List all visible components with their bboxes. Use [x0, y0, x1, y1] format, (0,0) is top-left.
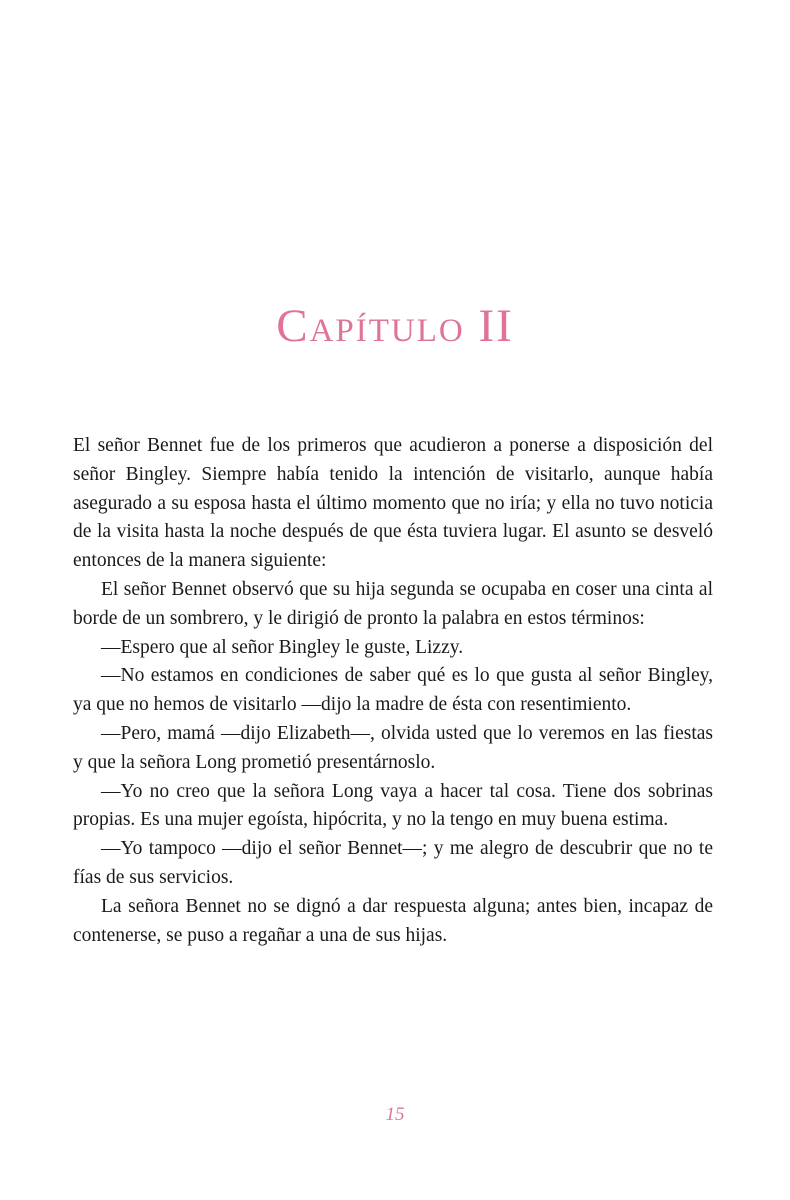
chapter-title: Capítulo II — [276, 300, 514, 352]
paragraph: El señor Bennet observó que su hija segunda se ocupaba en coser una cinta al borde de un sombrero, y le dirigió de pronto la palabra en estos términos: — [73, 578, 713, 629]
paragraph: —Espero que al señor Bingley le guste, Lizzy. — [101, 636, 464, 658]
paragraph: —Yo no creo que la señora Long vaya a hacer tal cosa. Tiene dos sobrinas propias. Es una mujer egoísta, hipócrita, y no la tengo en muy buena estima. — [73, 780, 713, 831]
chapter-body — [73, 432, 713, 950]
paragraph: —Yo tampoco —dijo el señor Bennet—; y me alegro de descubrir que no te fías de sus servicios. — [73, 838, 713, 888]
page-number: 15 — [385, 1104, 405, 1125]
paragraph: —Pero, mamá —dijo Elizabeth—, olvida usted que lo veremos en las fiestas y que la señora Long prometió presentárnoslo. — [73, 722, 713, 773]
paragraph: El señor Bennet fue de los primeros que acudieron a ponerse a disposición del señor Bingley. Siempre había tenido la intención de visitarlo, aunque había asegurado a su esposa hasta el último momento que no iría; y ella no tuvo noticia de la visita hasta la noche después de que ésta tuviera lugar. El asunto se desveló entonces de la manera siguiente: — [73, 435, 713, 572]
paragraph: La señora Bennet no se dignó a dar respuesta alguna; antes bien, incapaz de contenerse, se puso a regañar a una de sus hijas. — [73, 895, 713, 946]
paragraph: —No estamos en condiciones de saber qué es lo que gusta al señor Bingley, ya que no hemos de visitarlo —dijo la madre de ésta con resentimiento. — [73, 665, 713, 716]
